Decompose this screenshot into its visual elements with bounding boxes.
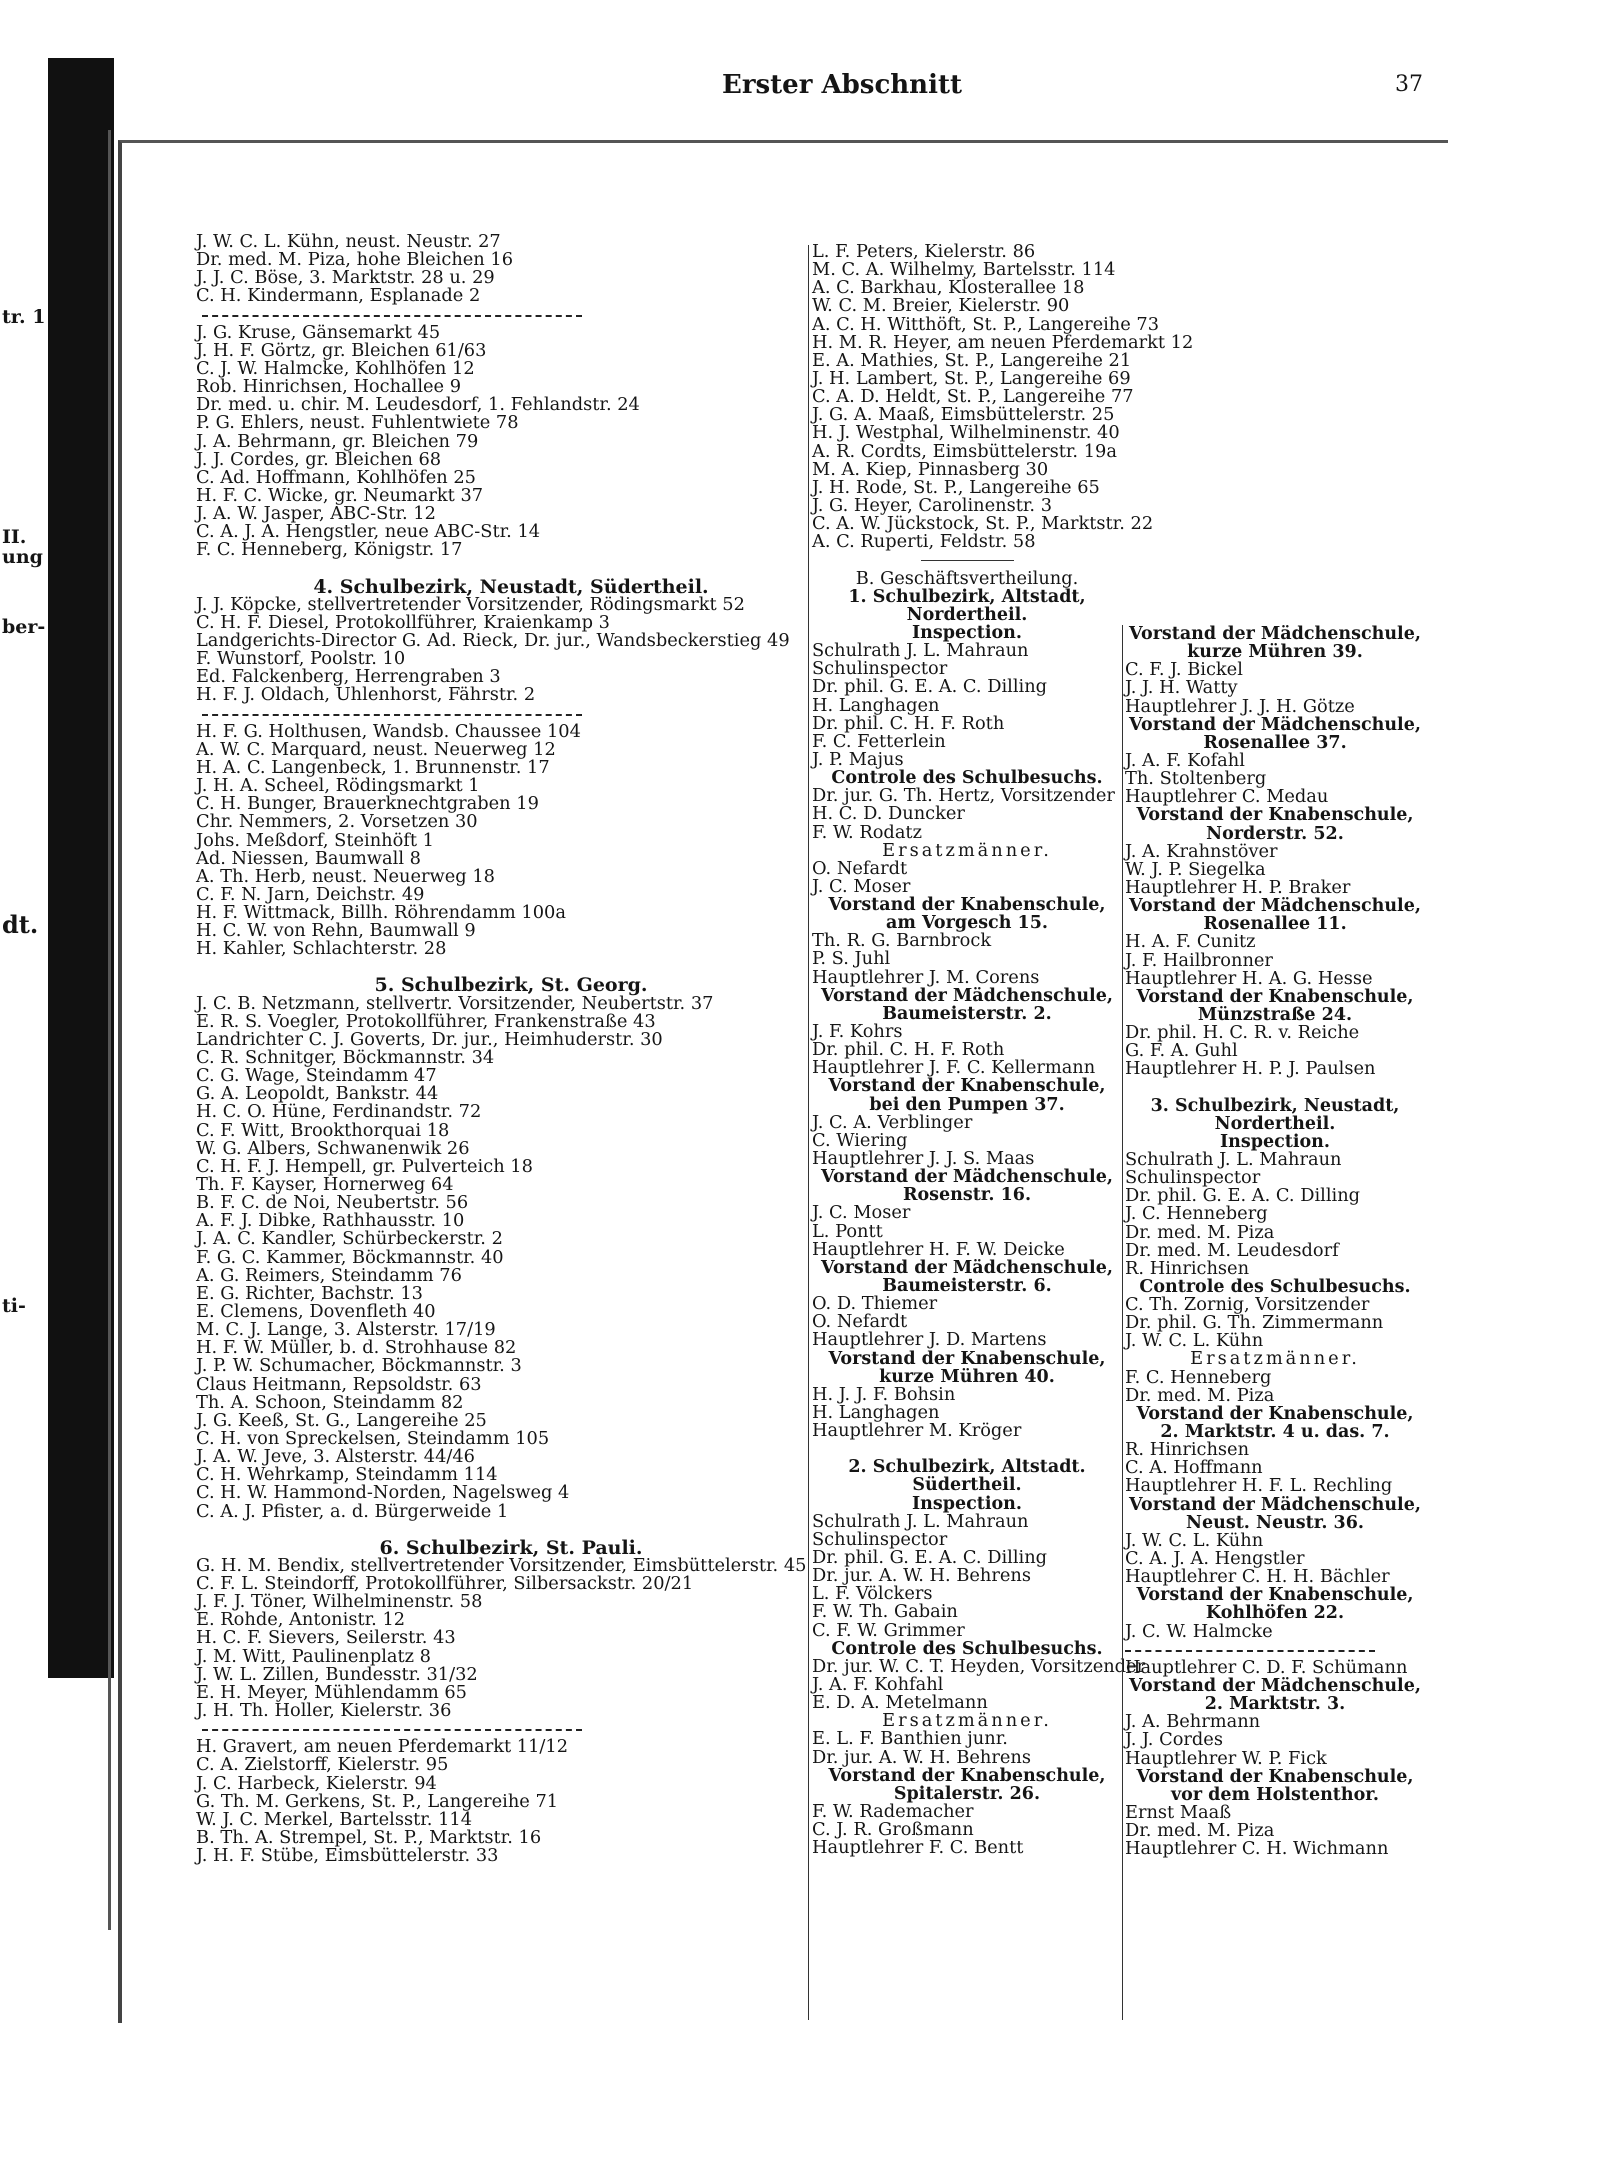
bold-heading: Nordertheil. xyxy=(1214,1113,1336,1134)
spacer xyxy=(196,1521,826,1539)
entry-line: Ernst Maaß xyxy=(1125,1802,1232,1823)
bold-heading: Vorstand der Mädchenschule, xyxy=(1129,1494,1421,1515)
entry-line: B. F. C. de Noi, Neubertstr. 56 xyxy=(196,1192,469,1214)
entry-line: J. A. Krahnstöver xyxy=(1125,840,1278,862)
entry-line: C. H. Bunger, Brauerknechtgraben 19 xyxy=(196,793,539,815)
entry-line: Dr. phil. G. E. A. C. Dilling xyxy=(1125,1185,1361,1207)
bold-heading: Vorstand der Knabenschule, xyxy=(1136,1766,1414,1787)
bold-heading: 3. Schulbezirk, Neustadt, xyxy=(1150,1095,1400,1116)
entry-line: H. F. C. Wicke, gr. Neumarkt 37 xyxy=(196,484,484,506)
bold-heading: Vorstand der Mädchenschule, xyxy=(821,985,1113,1006)
entry-line: Hauptlehrer H. P. J. Paulsen xyxy=(1125,1058,1376,1080)
spaced-heading: Ersatzmänner. xyxy=(882,839,1052,861)
bold-heading: Vorstand der Mädchenschule, xyxy=(1129,1676,1421,1697)
entry-line: Th. Stoltenberg xyxy=(1125,768,1267,790)
entry-line: C. H. Kindermann, Esplanade 2 xyxy=(196,285,481,307)
bold-heading: Vorstand der Knabenschule, xyxy=(828,1076,1106,1097)
entry-line: Dr. jur. W. C. T. Heyden, Vorsitzender xyxy=(812,1655,1146,1677)
entry-line: H. F. Wittmack, Billh. Röhrendamm 100a xyxy=(196,902,566,924)
entry-line: C. A. D. Heldt, St. P., Langereihe 77 xyxy=(812,386,1134,408)
entry-line: Hauptlehrer H. F. L. Rechling xyxy=(1125,1475,1393,1497)
entry-line: A. G. Reimers, Steindamm 76 xyxy=(196,1264,462,1286)
entry-line: H. Langhagen xyxy=(812,694,940,716)
entry-line: H. F. G. Holthusen, Wandsb. Chaussee 104 xyxy=(196,720,581,742)
entry-line: Chr. Nemmers, 2. Vorsetzen 30 xyxy=(196,811,478,833)
entry-line: A. C. Barkhau, Klosterallee 18 xyxy=(812,277,1085,299)
entry-line: C. H. von Spreckelsen, Steindamm 105 xyxy=(196,1428,550,1449)
entry-line: J. J. H. Watty xyxy=(1125,677,1238,699)
entry-line: J. A. F. Kohfahl xyxy=(812,1673,944,1695)
entry-line: Dr. med. M. Piza xyxy=(1125,1384,1275,1406)
left-column xyxy=(196,233,826,1865)
entry-line: J. H. F. Görtz, gr. Bleichen 61/63 xyxy=(196,339,487,361)
bold-heading: bei den Pumpen 37. xyxy=(869,1094,1065,1115)
spacer xyxy=(1125,1079,1425,1097)
entry-line: Dr. med. M. Piza xyxy=(1125,1820,1275,1842)
bold-heading: kurze Mühren 40. xyxy=(879,1366,1055,1387)
bold-heading: Norderstr. 52. xyxy=(1206,823,1344,844)
entry-line: Hauptlehrer J. M. Corens xyxy=(812,966,1040,988)
bold-heading: Inspection. xyxy=(911,1493,1022,1514)
entry-line: J. C. W. Halmcke xyxy=(1125,1620,1273,1642)
entry-line: J. C. Moser xyxy=(812,1202,911,1224)
bold-heading: Controle des Schulbesuchs. xyxy=(1139,1276,1411,1297)
entry-line: C. R. Schnitger, Böckmannstr. 34 xyxy=(196,1047,495,1069)
entry-line: G. A. Leopoldt, Bankstr. 44 xyxy=(196,1083,439,1105)
spacer xyxy=(812,1440,1122,1458)
column-divider xyxy=(1122,625,1123,2020)
bold-heading: Vorstand der Knabenschule, xyxy=(828,895,1106,916)
entry-line: A. W. C. Marquard, neust. Neuerweg 12 xyxy=(196,738,556,760)
entry-line: Hauptlehrer H. F. W. Deicke xyxy=(812,1238,1065,1260)
entry-line: P. G. Ehlers, neust. Fuhlentwiete 78 xyxy=(196,412,519,434)
bold-heading: Spitalerstr. 26. xyxy=(893,1783,1041,1804)
entry-line: Hauptlehrer J. J. H. Götze xyxy=(1125,695,1355,717)
bold-heading: Vorstand der Knabenschule, xyxy=(1136,986,1414,1007)
entry-line: Dr. phil. C. H. F. Roth xyxy=(812,1039,1005,1061)
entry-line: Schulinspector xyxy=(812,658,948,680)
entry-line: O. Nefardt xyxy=(812,1311,908,1333)
bold-heading: Vorstand der Knabenschule, xyxy=(828,1765,1106,1786)
entry-line: F. G. C. Kammer, Böckmannstr. 40 xyxy=(196,1246,504,1268)
bold-heading: vor dem Holstenthor. xyxy=(1171,1784,1379,1805)
spacer xyxy=(196,560,826,578)
entry-line: Dr. med. M. Piza, hohe Bleichen 16 xyxy=(196,249,514,271)
entry-line: C. Th. Zornig, Vorsitzender xyxy=(1125,1294,1370,1316)
entry-line: C. H. F. Diesel, Protokollführer, Kraienkamp 3 xyxy=(196,611,610,633)
entry-line: Hauptlehrer C. H. H. Bächler xyxy=(1125,1566,1390,1588)
entry-line: Dr. med. M. Piza xyxy=(1125,1221,1275,1243)
entry-line: C. J. R. Großmann xyxy=(812,1819,974,1841)
entry-line: Hauptlehrer M. Kröger xyxy=(812,1420,1022,1442)
entry-line: J. F. Hailbronner xyxy=(1125,949,1273,971)
bold-heading: 2. Marktstr. 4 u. das. 7. xyxy=(1160,1422,1390,1443)
bold-heading: Baumeisterstr. 6. xyxy=(882,1276,1052,1297)
entry-line: J. G. Keeß, St. G., Langereihe 25 xyxy=(196,1409,487,1431)
entry-line: H. M. R. Heyer, am neuen Pferdemarkt 12 xyxy=(812,331,1194,353)
entry-line: H. A. C. Langenbeck, 1. Brunnenstr. 17 xyxy=(196,756,550,778)
entry-line: H. Kahler, Schlachterstr. 28 xyxy=(196,938,447,960)
entry-line: J. C. A. Verblinger xyxy=(812,1111,973,1133)
entry-line: M. C. A. Wilhelmy, Bartelsstr. 114 xyxy=(812,259,1116,281)
entry-line: Hauptlehrer J. F. C. Kellermann xyxy=(812,1057,1096,1079)
entry-line: C. A. J. Pfister, a. d. Bürgerweide 1 xyxy=(196,1500,509,1522)
entry-line: Hauptlehrer C. Medau xyxy=(1125,786,1329,808)
bold-heading: Südertheil. xyxy=(912,1475,1022,1496)
spaced-heading: Ersatzmänner. xyxy=(882,1710,1052,1732)
entry-line: F. C. Henneberg, Königstr. 17 xyxy=(196,539,463,561)
entry-line: J. A. F. Kofahl xyxy=(1125,749,1245,771)
entry-line: A. Th. Herb, neust. Neuerweg 18 xyxy=(196,865,495,887)
entry-line: R. Hinrichsen xyxy=(1125,1257,1250,1279)
entry-line: E. R. S. Voegler, Protokollführer, Frankenstraße 43 xyxy=(196,1010,656,1032)
entry-line: H. C. O. Hüne, Ferdinandstr. 72 xyxy=(196,1101,482,1123)
entry-line: A. F. J. Dibke, Rathhausstr. 10 xyxy=(196,1210,465,1232)
entry-line: Rob. Hinrichsen, Hochallee 9 xyxy=(196,376,462,398)
bold-heading: Baumeisterstr. 2. xyxy=(882,1003,1052,1024)
entry-line: J. H. A. Scheel, Rödingsmarkt 1 xyxy=(196,775,480,797)
column-divider xyxy=(808,245,809,2020)
entry-line: H. J. J. F. Bohsin xyxy=(812,1383,956,1405)
entry-line: O. D. Thiemer xyxy=(812,1293,938,1315)
entry-line: E. Rohde, Antonistr. 12 xyxy=(196,1609,406,1631)
entry-line: W. J. C. Merkel, Bartelsstr. 114 xyxy=(196,1808,473,1830)
bold-heading: Nordertheil. xyxy=(906,604,1028,625)
entry-line: C. H. F. J. Hempell, gr. Pulverteich 18 xyxy=(196,1155,533,1177)
entry-line: J. C. Moser xyxy=(812,875,911,897)
bold-heading: Vorstand der Mädchenschule, xyxy=(1129,624,1421,644)
bold-heading: Neust. Neustr. 36. xyxy=(1185,1512,1364,1533)
entry-line: C. A. J. A. Hengstler, neue ABC-Str. 14 xyxy=(196,521,541,543)
entry-line: Hauptlehrer J. J. S. Maas xyxy=(812,1148,1035,1170)
entry-line: J. W. C. L. Kühn, neust. Neustr. 27 xyxy=(196,231,501,252)
prev-page-fragment: ung xyxy=(2,546,43,568)
entry-line: E. L. F. Banthien junr. xyxy=(812,1728,1008,1750)
bold-heading: am Vorgesch 15. xyxy=(886,913,1048,934)
prev-page-fragment: ti- xyxy=(2,1295,26,1317)
entry-line: H. A. F. Cunitz xyxy=(1125,931,1256,953)
entry-line: Schulinspector xyxy=(812,1528,948,1550)
entry-line: J. M. Witt, Paulinenplatz 8 xyxy=(196,1645,431,1667)
spaced-heading: Ersatzmänner. xyxy=(1190,1348,1360,1370)
bold-heading: Rosenallee 11. xyxy=(1203,914,1347,935)
entry-line: Hauptlehrer H. A. G. Hesse xyxy=(1125,967,1373,989)
entry-line: R. Hinrichsen xyxy=(1125,1439,1250,1461)
entry-line: B. Th. A. Strempel, St. P., Marktstr. 16 xyxy=(196,1826,542,1848)
entry-line: Landrichter C. J. Goverts, Dr. jur., Heimhuderstr. 30 xyxy=(196,1028,663,1050)
entry-line: C. F. J. Bickel xyxy=(1125,659,1243,681)
entry-line: C. F. N. Jarn, Deichstr. 49 xyxy=(196,883,425,905)
page-title: Erster Abschnitt xyxy=(722,70,962,100)
bold-heading: Vorstand der Knabenschule, xyxy=(1136,805,1414,826)
entry-line: F. Wunstorf, Poolstr. 10 xyxy=(196,648,406,670)
entry-line: J. J. Cordes, gr. Bleichen 68 xyxy=(196,448,442,470)
entry-line: Dr. jur. A. W. H. Behrens xyxy=(812,1746,1031,1768)
entry-line: H. Langhagen xyxy=(812,1402,940,1423)
dashed-separator xyxy=(196,705,826,723)
right-column xyxy=(1125,625,1425,1858)
entry-line: J. P. Majus xyxy=(812,748,904,770)
entry-line: J. H. Th. Holler, Kielerstr. 36 xyxy=(196,1699,452,1721)
entry-line: Hauptlehrer J. D. Martens xyxy=(812,1329,1047,1351)
entry-line: Schulinspector xyxy=(1125,1167,1261,1189)
entry-line: H. C. F. Sievers, Seilerstr. 43 xyxy=(196,1627,456,1649)
bold-heading: 1. Schulbezirk, Altstadt, xyxy=(848,586,1086,607)
entry-line: Ed. Falckenberg, Herrengraben 3 xyxy=(196,666,501,688)
entry-line: F. W. Rademacher xyxy=(812,1800,974,1822)
entry-line: Claus Heitmann, Repsoldstr. 63 xyxy=(196,1373,482,1395)
horizontal-rule xyxy=(812,551,1122,569)
entry-line: A. C. Ruperti, Feldstr. 58 xyxy=(812,531,1036,553)
entry-line: E. A. Mathies, St. P., Langereihe 21 xyxy=(812,349,1132,371)
entry-line: H. F. J. Oldach, Uhlenhorst, Fährstr. 2 xyxy=(196,684,536,706)
entry-line: Th. F. Kayser, Hornerweg 64 xyxy=(196,1174,454,1196)
entry-line: Dr. phil. G. E. A. C. Dilling xyxy=(812,676,1048,698)
entry-line: F. W. Rodatz xyxy=(812,821,922,843)
entry-line: C. H. W. Hammond-Norden, Nagelsweg 4 xyxy=(196,1482,570,1504)
dashed-separator xyxy=(196,306,826,324)
entry-line: J. H. Rode, St. P., Langereihe 65 xyxy=(812,476,1100,498)
district-heading: 5. Schulbezirk, St. Georg. xyxy=(374,974,648,997)
entry-line: J. C. B. Netzmann, stellvertr. Vorsitzender, Neubertstr. 37 xyxy=(196,992,714,1014)
entry-line: H. F. W. Müller, b. d. Strohhause 82 xyxy=(196,1337,517,1359)
bold-heading: Vorstand der Knabenschule, xyxy=(828,1348,1106,1369)
prev-page-fragment: ber- xyxy=(2,616,46,638)
entry-line: C. F. Witt, Brookthorquai 18 xyxy=(196,1119,450,1141)
section-heading: B. Geschäftsvertheilung. xyxy=(855,567,1079,589)
entry-line: J. H. Lambert, St. P., Langereihe 69 xyxy=(812,367,1131,389)
bold-heading: Controle des Schulbesuchs. xyxy=(831,1638,1103,1659)
entry-line: F. C. Fetterlein xyxy=(812,730,946,752)
previous-page-edge xyxy=(0,130,111,1930)
entry-line: A. C. H. Witthöft, St. P., Langereihe 73 xyxy=(812,313,1160,335)
dashed-separator xyxy=(196,1720,826,1738)
entry-line: C. G. Wage, Steindamm 47 xyxy=(196,1065,437,1087)
entry-line: Hauptlehrer C. H. Wichmann xyxy=(1125,1838,1389,1860)
entry-line: J. G. Heyer, Carolinenstr. 3 xyxy=(812,494,1053,516)
district-heading: 6. Schulbezirk, St. Pauli. xyxy=(379,1536,643,1559)
bold-heading: Vorstand der Mädchenschule, xyxy=(1129,896,1421,917)
entry-line: A. R. Cordts, Eimsbüttelerstr. 19a xyxy=(812,440,1117,462)
entry-line: Hauptlehrer F. C. Bentt xyxy=(812,1837,1024,1859)
entry-line: H. J. Westphal, Wilhelminenstr. 40 xyxy=(812,422,1120,444)
entry-line: Johs. Meßdorf, Steinhöft 1 xyxy=(196,829,434,851)
entry-line: J. J. C. Böse, 3. Marktstr. 28 u. 29 xyxy=(196,267,495,289)
district-heading: 4. Schulbezirk, Neustadt, Südertheil. xyxy=(313,575,709,598)
prev-page-fragment: dt. xyxy=(2,910,39,939)
entry-line: J. A. Behrmann xyxy=(1125,1711,1261,1733)
entry-line: E. G. Richter, Bachstr. 13 xyxy=(196,1282,423,1304)
entry-line: C. J. W. Halmcke, Kohlhöfen 12 xyxy=(196,357,475,379)
bold-heading: Vorstand der Knabenschule, xyxy=(1136,1403,1414,1424)
entry-line: C. Wiering xyxy=(812,1129,908,1151)
entry-line: J. W. C. L. Kühn xyxy=(1125,1330,1264,1352)
bold-heading: Vorstand der Knabenschule, xyxy=(1136,1585,1414,1606)
bold-heading: Rosenallee 37. xyxy=(1203,732,1347,753)
entry-line: C. A. Hoffmann xyxy=(1125,1457,1263,1479)
entry-line: Hauptlehrer H. P. Braker xyxy=(1125,876,1351,898)
bold-heading: 2. Marktstr. 3. xyxy=(1204,1694,1346,1715)
entry-line: W. C. M. Breier, Kielerstr. 90 xyxy=(812,295,1070,317)
entry-line: G. F. A. Guhl xyxy=(1125,1040,1238,1062)
bold-heading: Inspection. xyxy=(1219,1131,1330,1152)
entry-line: C. H. Wehrkamp, Steindamm 114 xyxy=(196,1464,498,1486)
entry-line: J. J. Köpcke, stellvertretender Vorsitzender, Rödingsmarkt 52 xyxy=(196,593,745,615)
entry-line: J. H. F. Stübe, Eimsbüttelerstr. 33 xyxy=(196,1845,499,1867)
entry-line: J. F. Kohrs xyxy=(812,1021,903,1043)
entry-line: L. Pontt xyxy=(812,1220,883,1242)
entry-line: J. A. W. Jasper, ABC-Str. 12 xyxy=(196,503,436,525)
bold-heading: Rosenstr. 16. xyxy=(902,1185,1032,1206)
entry-line: Dr. med. u. chir. M. Leudesdorf, 1. Fehlandstr. 24 xyxy=(196,394,640,416)
bold-heading: Vorstand der Mädchenschule, xyxy=(821,1167,1113,1188)
entry-line: C. F. L. Steindorff, Protokollführer, Silbersackstr. 20/21 xyxy=(196,1572,694,1594)
entry-line: L. F. Völckers xyxy=(812,1583,933,1605)
entry-line: Dr. phil. H. C. R. v. Reiche xyxy=(1125,1022,1360,1044)
entry-line: Dr. phil. C. H. F. Roth xyxy=(812,712,1005,734)
entry-line: P. S. Juhl xyxy=(812,948,891,970)
entry-line: O. Nefardt xyxy=(812,857,908,879)
entry-line: E. Clemens, Dovenfleth 40 xyxy=(196,1301,436,1323)
entry-line: Schulrath J. L. Mahraun xyxy=(812,640,1029,662)
bold-heading: Controle des Schulbesuchs. xyxy=(831,768,1103,789)
prev-page-fragment: II. xyxy=(2,526,27,548)
entry-line: Landgerichts-Director G. Ad. Rieck, Dr. jur., Wandsbeckerstieg 49 xyxy=(196,629,790,651)
entry-line: C. A. Zielstorff, Kielerstr. 95 xyxy=(196,1754,449,1776)
entry-line: Dr. phil. G. E. A. C. Dilling xyxy=(812,1546,1048,1568)
bold-heading: 2. Schulbezirk, Altstadt. xyxy=(848,1457,1086,1478)
entry-line: Th. A. Schoon, Steindamm 82 xyxy=(196,1391,464,1413)
entry-line: M. C. J. Lange, 3. Alsterstr. 17/19 xyxy=(196,1319,496,1341)
entry-line: C. Ad. Hoffmann, Kohlhöfen 25 xyxy=(196,466,476,488)
entry-line: Hauptlehrer C. D. F. Schümann xyxy=(1125,1656,1408,1678)
entry-line: J. A. C. Kandler, Schürbeckerstr. 2 xyxy=(196,1228,503,1250)
entry-line: J. W. L. Zillen, Bundesstr. 31/32 xyxy=(196,1663,478,1685)
entry-line: F. W. Th. Gabain xyxy=(812,1601,958,1623)
entry-line: M. A. Kiep, Pinnasberg 30 xyxy=(812,458,1049,480)
entry-line: E. H. Meyer, Mühlendamm 65 xyxy=(196,1681,467,1703)
entry-line: Dr. phil. G. Th. Zimmermann xyxy=(1125,1312,1384,1334)
entry-line: J. A. W. Jeve, 3. Alsterstr. 44/46 xyxy=(196,1446,475,1468)
bold-heading: Vorstand der Mädchenschule, xyxy=(821,1257,1113,1278)
entry-line: H. C. W. von Rehn, Baumwall 9 xyxy=(196,920,476,942)
bold-heading: Inspection. xyxy=(911,622,1022,643)
entry-line: J. C. Henneberg xyxy=(1125,1203,1268,1225)
entry-line: J. C. Harbeck, Kielerstr. 94 xyxy=(196,1772,437,1794)
entry-line: Hauptlehrer W. P. Fick xyxy=(1125,1747,1327,1769)
entry-line: J. A. Behrmann, gr. Bleichen 79 xyxy=(196,430,479,452)
bold-heading: kurze Mühren 39. xyxy=(1187,642,1363,663)
entry-line: Dr. jur. A. W. H. Behrens xyxy=(812,1565,1031,1587)
entry-line: J. G. Kruse, Gänsemarkt 45 xyxy=(196,321,441,343)
entry-line: L. F. Peters, Kielerstr. 86 xyxy=(812,241,1036,262)
entry-line: H. Gravert, am neuen Pferdemarkt 11/12 xyxy=(196,1736,569,1758)
entry-line: Th. R. G. Barnbrock xyxy=(812,930,992,952)
entry-line: C. A. J. A. Hengstler xyxy=(1125,1548,1305,1570)
entry-line: F. C. Henneberg xyxy=(1125,1366,1272,1388)
entry-line: W. J. P. Siegelka xyxy=(1125,858,1266,880)
entry-line: J. G. A. Maaß, Eimsbüttelerstr. 25 xyxy=(812,404,1115,426)
entry-line: Schulrath J. L. Mahraun xyxy=(1125,1148,1342,1170)
bold-heading: Kohlhöfen 22. xyxy=(1205,1603,1345,1624)
entry-line: E. D. A. Metelmann xyxy=(812,1692,988,1714)
entry-line: J. P. W. Schumacher, Böckmannstr. 3 xyxy=(196,1355,522,1377)
entry-line: J. J. Cordes xyxy=(1125,1729,1223,1751)
entry-line: W. G. Albers, Schwanenwik 26 xyxy=(196,1137,470,1159)
entry-line: Schulrath J. L. Mahraun xyxy=(812,1510,1029,1532)
entry-line: Dr. med. M. Leudesdorf xyxy=(1125,1239,1339,1261)
entry-line: G. Th. M. Gerkens, St. P., Langereihe 71 xyxy=(196,1790,559,1812)
entry-line: Dr. jur. G. Th. Hertz, Vorsitzender xyxy=(812,785,1115,807)
bold-heading: Münzstraße 24. xyxy=(1197,1004,1353,1025)
entry-line: C. A. W. Jückstock, St. P., Marktstr. 22 xyxy=(812,513,1154,535)
entry-line: H. C. D. Duncker xyxy=(812,803,965,825)
entry-line: J. W. C. L. Kühn xyxy=(1125,1529,1264,1551)
entry-line: Ad. Niessen, Baumwall 8 xyxy=(196,847,421,869)
entry-line: C. F. W. Grimmer xyxy=(812,1619,965,1641)
entry-line: J. F. J. Töner, Wilhelminenstr. 58 xyxy=(196,1591,483,1613)
entry-line: G. H. M. Bendix, stellvertretender Vorsitzender, Eimsbüttelerstr. 45 xyxy=(196,1554,807,1576)
bold-heading: Vorstand der Mädchenschule, xyxy=(1129,714,1421,735)
prev-page-fragment: tr. 1 xyxy=(2,306,46,328)
dashed-separator xyxy=(1125,1641,1425,1659)
page-number: 37 xyxy=(1395,72,1423,97)
